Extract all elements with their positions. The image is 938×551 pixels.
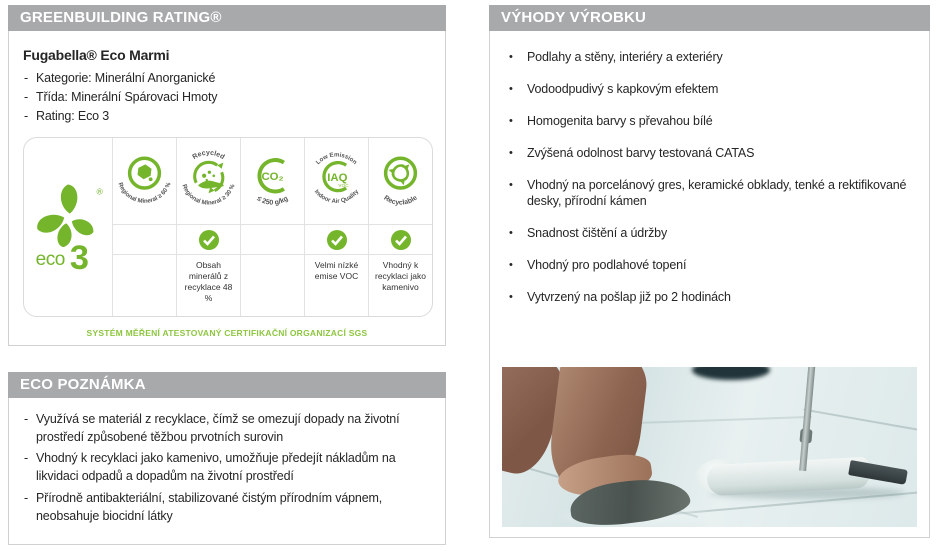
note-cell: Obsah minerálů z recyklace 48 % [176, 254, 240, 316]
eco-note-item: - Přírodně antibakteriální, stabilizované čistým přírodním vápnem, neobsahuje biocidní látky [23, 489, 431, 525]
product-attributes [23, 69, 431, 125]
check-cell-empty [240, 224, 304, 254]
eco-note-item: - Využívá se materiál z recyklace, čímž se omezují dopady na životní prostředí způsobené těžbou prvotních surovin [23, 410, 431, 446]
svg-text:IAQ: IAQ [327, 172, 348, 185]
note-cell: Velmi nízké emise VOC [304, 254, 368, 316]
svg-text:Recyclable: Recyclable [382, 194, 419, 207]
svg-text:CO₂: CO₂ [261, 171, 284, 184]
attribute-item: - Rating: Eco 3 [23, 107, 431, 126]
check-cell-empty [112, 224, 176, 254]
benefit-item: • Vhodný na porcelánový gres, keramické obklady, tenké a rektifikované desky, přírodní kámen [500, 177, 919, 211]
iaq-icon [304, 138, 368, 224]
svg-text:Low Emission: Low Emission [314, 151, 359, 167]
attribute-item: - Kategorie: Minerální Anorganické [23, 69, 431, 88]
left-column [8, 5, 446, 545]
svg-text:Recycled: Recycled [191, 149, 226, 162]
greenbuilding-panel [8, 31, 446, 346]
benefits-header: VÝHODY VÝROBKU [489, 5, 930, 31]
recyclable-icon [368, 138, 432, 224]
note-cell [112, 254, 176, 316]
rating-table [23, 137, 433, 317]
regional-mineral-icon [112, 138, 176, 224]
application-photo [502, 367, 917, 527]
benefit-item: • Zvýšená odolnost barvy testovaná CATAS [500, 145, 919, 162]
note-cell: Vhodný k recyklaci jako kamenivo [368, 254, 432, 316]
eco-note-list [23, 410, 431, 525]
greenbuilding-header: GREENBUILDING RATING® [8, 5, 446, 31]
checkmark-icon [176, 224, 240, 254]
svg-text:≤ 250 g/kg: ≤ 250 g/kg [255, 195, 290, 207]
svg-text:®: ® [96, 186, 103, 197]
sgs-certification-line: SYSTÉM MĚŘENÍ ATESTOVANÝ CERTIFIKAČNÍ ORGANIZACÍ SGS [86, 328, 368, 339]
photo-shadow-shape [692, 367, 770, 380]
tile-joint-line [803, 409, 917, 444]
eco3-logo [24, 138, 112, 316]
tool-handle [799, 367, 816, 471]
svg-text:Indoor Air Quality: Indoor Air Quality [312, 188, 361, 206]
eco3-leaf-icon [28, 179, 108, 275]
eco-note-item: - Vhodný k recyklaci jako kamenivo, umožňuje předejít nákladům na likvidaci odpadů a dopadům na životní prostředí [23, 449, 431, 485]
benefit-item: • Vytvrzený na pošlap již po 2 hodinách [500, 289, 919, 306]
note-cell [240, 254, 304, 316]
checkmark-icon [368, 224, 432, 254]
hose-line [632, 416, 812, 424]
eco-note-header: ECO POZNÁMKA [8, 372, 446, 398]
benefits-panel [489, 31, 930, 538]
attribute-item: - Třída: Minerální Spárovaci Hmoty [23, 88, 431, 107]
svg-text:VOC: VOC [338, 184, 349, 190]
right-column [489, 5, 930, 538]
svg-text:Regional Mineral ≥ 30 %: Regional Mineral ≥ 30 % [180, 183, 237, 207]
benefit-item: • Vodoodpudivý s kapkovým efektem [500, 81, 919, 98]
checkmark-icon [304, 224, 368, 254]
recycled-icon [176, 138, 240, 224]
svg-text:3: 3 [69, 239, 89, 276]
svg-text:Regional Mineral ≥ 60 %: Regional Mineral ≥ 60 % [116, 181, 173, 206]
benefit-item: • Homogenita barvy s převahou bílé [500, 113, 919, 130]
eco-note-panel [8, 398, 446, 545]
benefit-item: • Snadnost čištění a údržby [500, 225, 919, 242]
benefit-item: • Podlahy a stěny, interiéry a exteriéry [500, 49, 919, 66]
product-title: Fugabella® Eco Marmi [23, 47, 170, 63]
svg-text:eco: eco [35, 249, 65, 271]
benefit-item: • Vhodný pro podlahové topení [500, 257, 919, 274]
co2-icon [240, 138, 304, 224]
benefits-list [500, 49, 919, 306]
